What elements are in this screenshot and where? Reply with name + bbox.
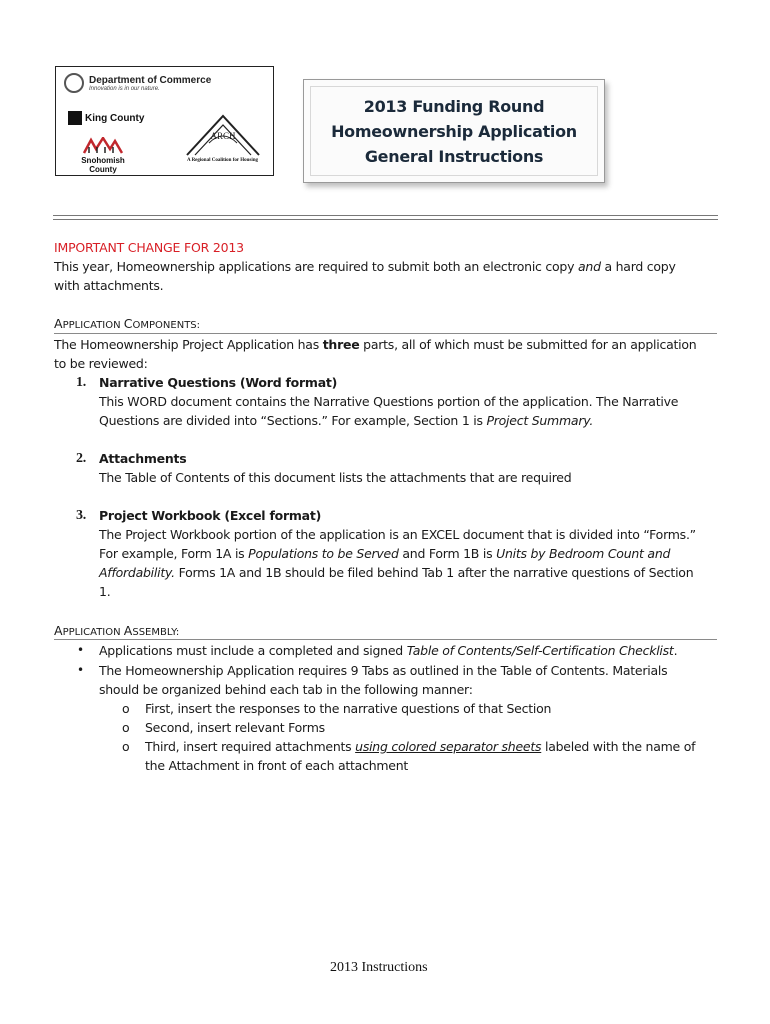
important-line-1a: This year, Homeownership applications are required to submit both an electronic copy	[54, 259, 578, 274]
king-county-text: King County	[85, 112, 145, 124]
item-3-line-3: Affordability. Forms 1A and 1B should be filed behind Tab 1 after the narrative questions of Section	[99, 565, 694, 580]
item-2-number: 2.	[76, 451, 86, 466]
sub-bullet-1-glyph: o	[122, 701, 130, 716]
arch-logo	[180, 113, 265, 163]
logo-box	[55, 66, 274, 176]
item-3-line-1: The Project Workbook portion of the application is an EXCEL document that is divided into “Forms.”	[99, 527, 696, 542]
item-3-title: Project Workbook (Excel format)	[99, 508, 322, 523]
commerce-title: Department of Commerce	[89, 74, 212, 86]
commerce-logo	[64, 73, 211, 93]
snohomish-mountain-icon	[83, 137, 123, 154]
bullet-2-line-2: should be organized behind each tab in the following manner:	[99, 682, 473, 697]
bullet-2-glyph: •	[77, 663, 84, 677]
item-1-line-1: This WORD document contains the Narrative Questions portion of the application. The Narrative	[99, 394, 679, 409]
sub-bullet-2-text: Second, insert relevant Forms	[145, 720, 325, 735]
title-box	[303, 79, 605, 183]
arch-caption: A Regional Coalition for Housing	[186, 158, 259, 163]
components-intro-2: to be reviewed:	[54, 356, 148, 371]
bullet-1-text: Applications must include a completed and signed Table of Contents/Self-Certification Checklist.	[99, 643, 678, 658]
sub-bullet-2-glyph: o	[122, 720, 130, 735]
item-3-number: 3.	[76, 508, 86, 523]
sub-bullet-3-line-1: Third, insert required attachments using colored separator sheets labeled with the name of	[145, 739, 696, 754]
title-line-3: General Instructions	[364, 146, 544, 166]
item-3-line-4: 1.	[99, 584, 111, 599]
components-heading: APPLICATION COMPONENTS:	[54, 316, 201, 331]
components-intro-1: The Homeownership Project Application has three parts, all of which must be submitted for an application	[54, 337, 697, 352]
sub-bullet-3-glyph: o	[122, 739, 130, 754]
sub-bullet-1-text: First, insert the responses to the narrative questions of that Section	[145, 701, 552, 716]
assembly-heading: APPLICATION ASSEMBLY:	[54, 623, 180, 638]
bullet-1-glyph: •	[77, 643, 84, 657]
header-divider	[53, 215, 718, 220]
commerce-tagline: Innovation is in our nature.	[89, 85, 160, 92]
important-line-1	[54, 257, 676, 276]
item-1-title: Narrative Questions (Word format)	[99, 375, 338, 390]
item-2-title: Attachments	[99, 451, 187, 466]
arch-badge-text: ARCH	[209, 131, 236, 141]
footer-text: 2013 Instructions	[330, 960, 428, 975]
king-county-logo	[68, 111, 144, 125]
important-line-2: with attachments.	[54, 278, 164, 293]
bullet-2-line-1: The Homeownership Application requires 9 Tabs as outlined in the Table of Contents. Materials	[99, 663, 668, 678]
item-1-line-2: Questions are divided into “Sections.” For example, Section 1 is Project Summary.	[99, 413, 594, 428]
assembly-rule	[54, 639, 717, 640]
important-line-1b: a hard copy	[600, 259, 676, 274]
title-inner	[310, 86, 598, 176]
sub-bullet-3-line-2: the Attachment in front of each attachment	[145, 758, 409, 773]
important-and: and	[577, 259, 601, 274]
snohomish-text: Snohomish County	[81, 156, 125, 174]
king-county-crown-icon	[68, 111, 82, 125]
item-2-line-1: The Table of Contents of this document lists the attachments that are required	[99, 470, 572, 485]
title-line-1: 2013 Funding Round	[363, 96, 545, 116]
components-rule	[54, 333, 717, 334]
item-3-line-2: For example, Form 1A is Populations to be Served and Form 1B is Units by Bedroom Count and	[99, 546, 671, 561]
item-1-number: 1.	[76, 375, 86, 390]
title-line-2: Homeownership Application	[331, 121, 577, 141]
arch-house-icon	[183, 113, 263, 157]
snohomish-logo	[68, 137, 138, 174]
commerce-seal-icon	[64, 73, 84, 93]
important-heading: IMPORTANT CHANGE FOR 2013	[54, 240, 244, 255]
